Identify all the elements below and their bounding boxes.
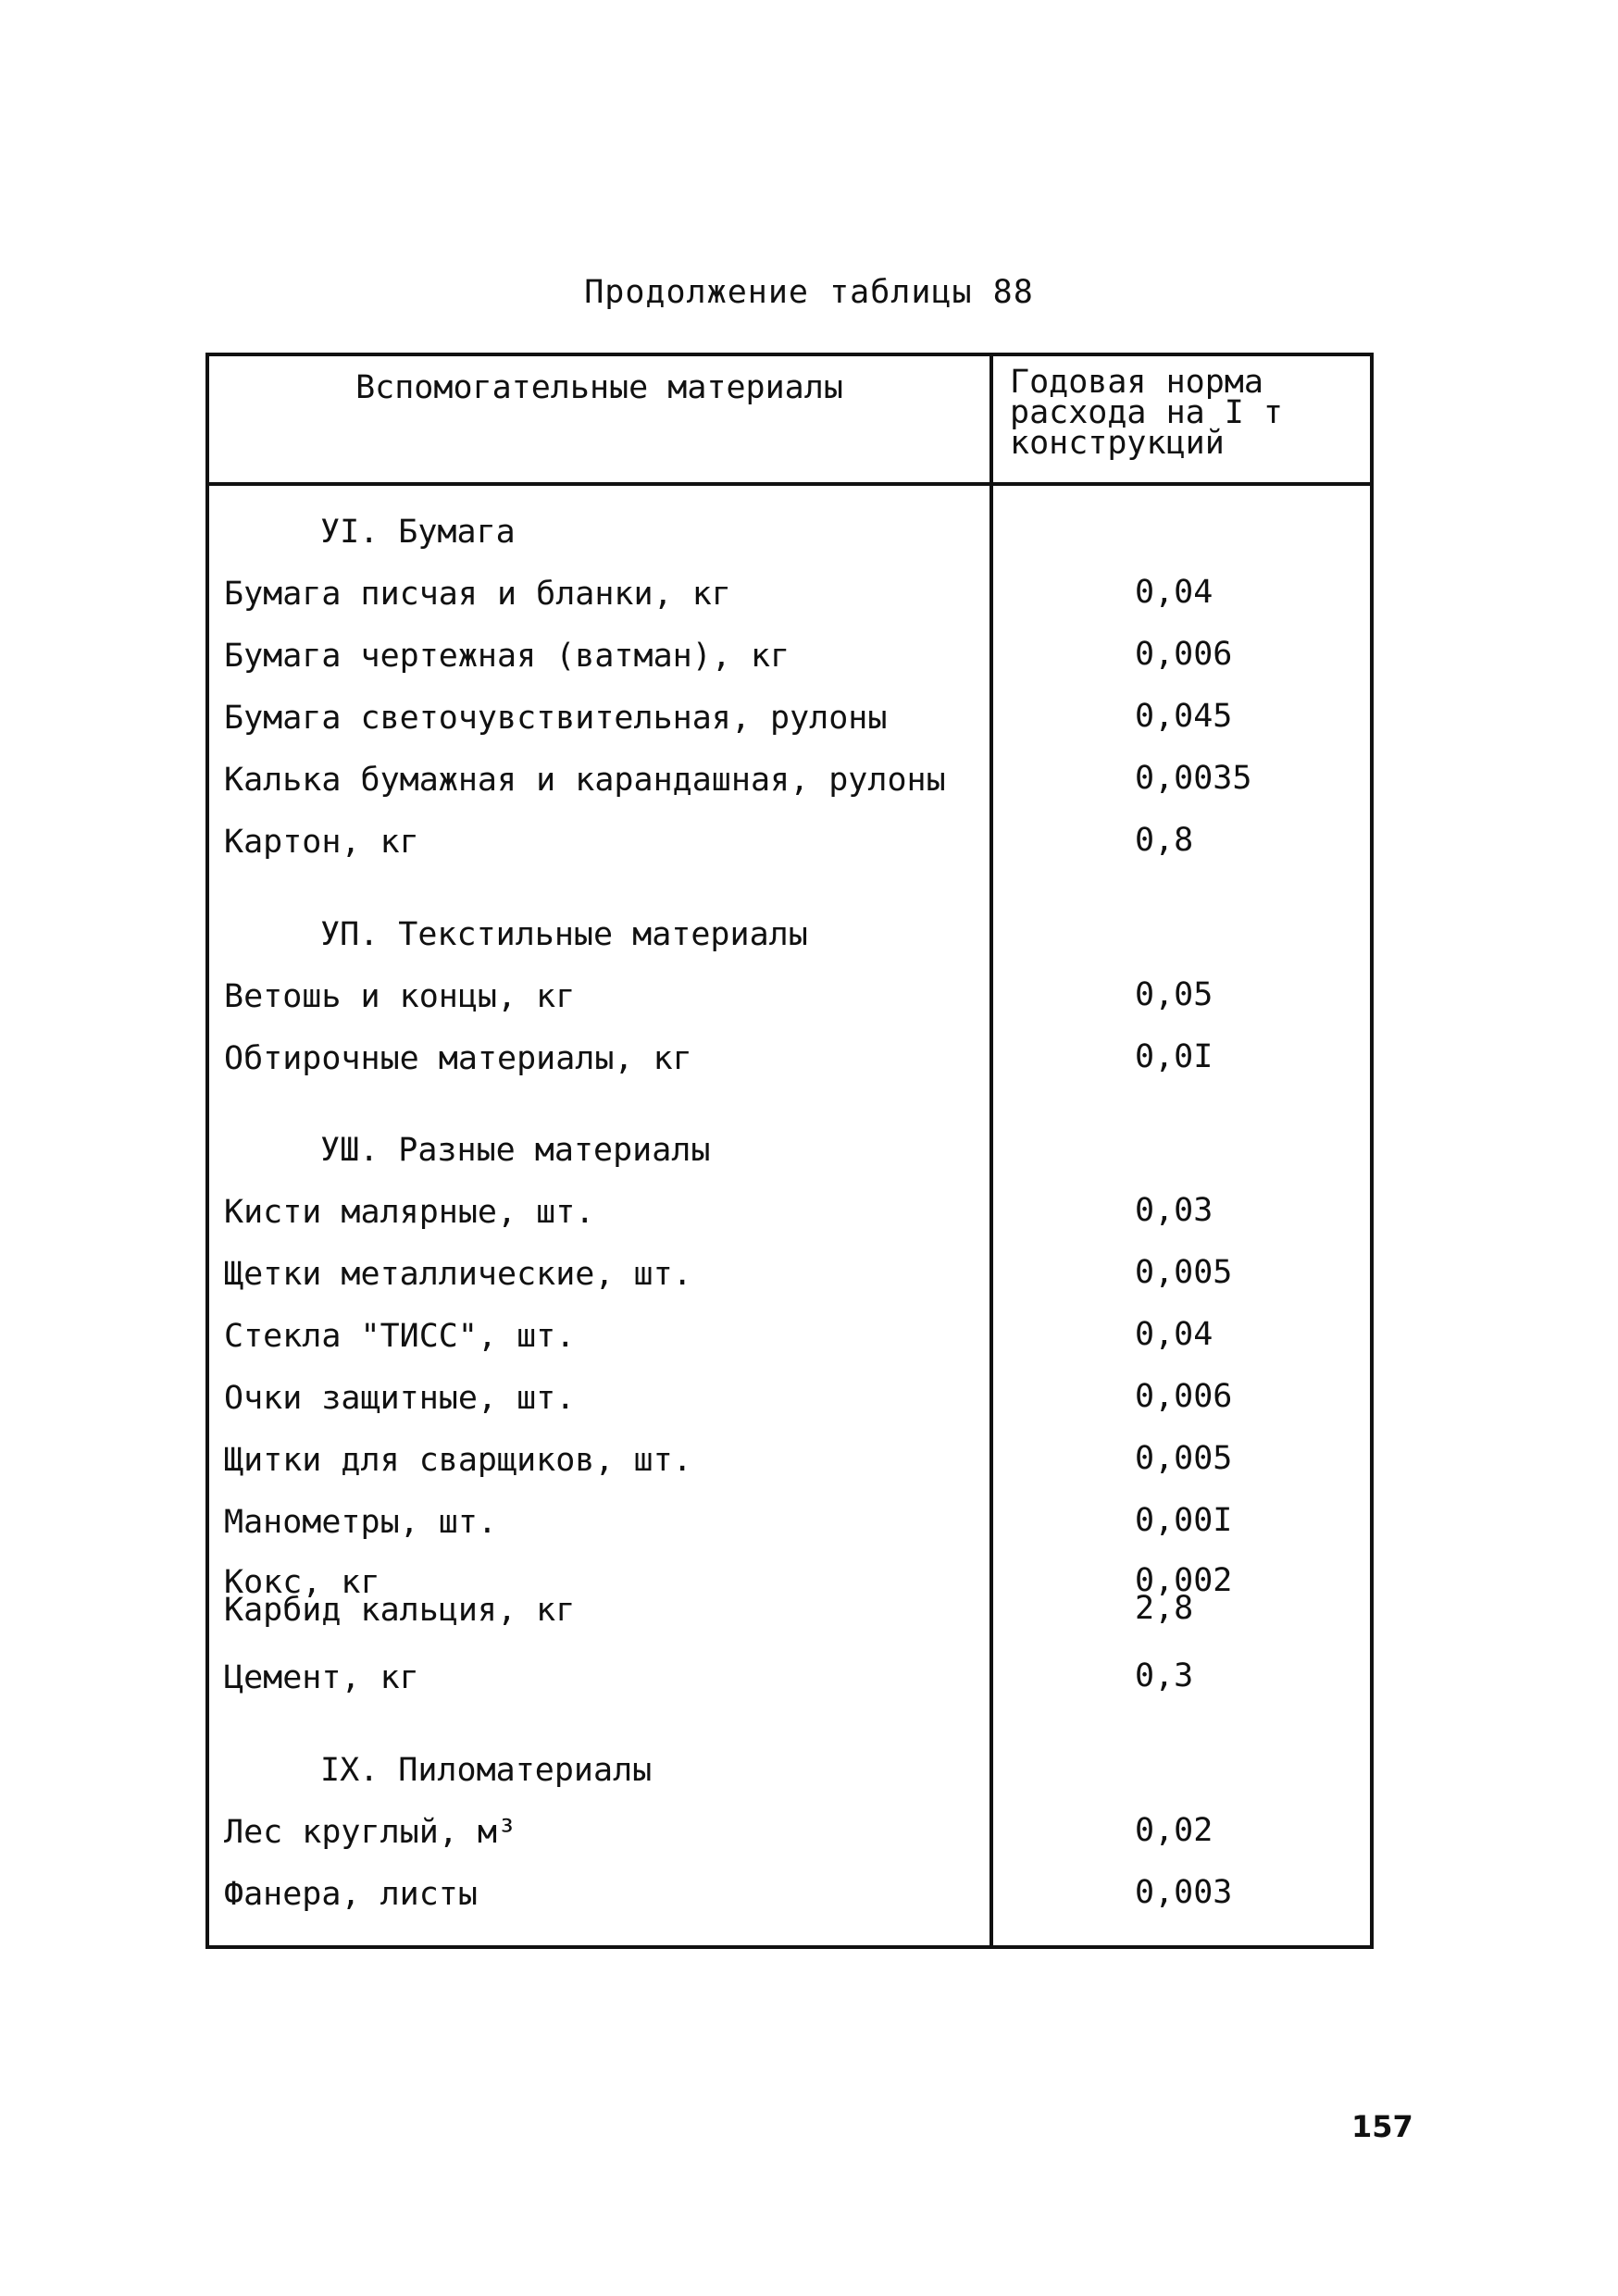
norm-value: 0,0I (1135, 1038, 1214, 1075)
table-row (209, 1504, 1370, 1556)
table-row (209, 700, 1370, 751)
table-row (209, 762, 1370, 813)
table-row (209, 1318, 1370, 1370)
section-title: УП. Текстильные материалы (320, 916, 808, 953)
table-row (209, 1590, 1370, 1648)
col-header-norm-line: конструкций (1010, 425, 1225, 462)
section-row (209, 1752, 1370, 1804)
section-title: IX. Пиломатериалы (320, 1752, 653, 1789)
header-divider (209, 482, 1370, 486)
material-name: Бумага чертежная (ватман), кг (224, 638, 790, 675)
norm-value: 0,04 (1135, 574, 1214, 611)
table-row (209, 1040, 1370, 1092)
material-name: Стекла "ТИСС", шт. (224, 1318, 576, 1355)
section-title: УШ. Разные материалы (320, 1132, 711, 1169)
page-number: 157 (1351, 2109, 1413, 2144)
table-caption: Продолжение таблицы 88 (584, 274, 1034, 311)
material-name: Обтирочные материалы, кг (224, 1040, 692, 1077)
material-name: Кокс, кг (224, 1564, 380, 1601)
col-header-norm (1010, 364, 1362, 462)
material-name: Бумага светочувствительная, рулоны (224, 700, 888, 737)
material-name: Цемент, кг (224, 1659, 419, 1696)
table-row (209, 1380, 1370, 1432)
material-name: Лес круглый, м³ (224, 1814, 517, 1851)
table-row (209, 1814, 1370, 1866)
norm-value: 0,005 (1135, 1440, 1233, 1477)
col-header-norm-line: Годовая норма (1010, 364, 1263, 401)
norm-value: 0,0035 (1135, 760, 1252, 797)
norm-value: 0,002 (1135, 1562, 1233, 1599)
table-row (209, 978, 1370, 1030)
material-name: Картон, кг (224, 824, 419, 861)
material-name: Ветошь и концы, кг (224, 978, 576, 1015)
material-name: Бумага писчая и бланки, кг (224, 576, 731, 613)
table-row (209, 1442, 1370, 1494)
section-row (209, 916, 1370, 968)
norm-value: 0,04 (1135, 1316, 1214, 1353)
col-header-materials: Вспомогательные материалы (355, 369, 843, 406)
table-row (209, 1876, 1370, 1928)
section-title: УI. Бумага (320, 514, 516, 551)
norm-value: 0,03 (1135, 1192, 1214, 1229)
table-row (209, 576, 1370, 627)
material-name: Очки защитные, шт. (224, 1380, 576, 1417)
material-name: Щитки для сварщиков, шт. (224, 1442, 692, 1479)
material-name: Щетки металлические, шт. (224, 1256, 692, 1293)
norm-value: 0,3 (1135, 1657, 1194, 1694)
norm-value: 0,00I (1135, 1502, 1233, 1539)
table-row (209, 1194, 1370, 1246)
norm-value: 0,8 (1135, 822, 1194, 859)
material-name: Кисти малярные, шт. (224, 1194, 595, 1231)
norm-value: 0,045 (1135, 698, 1233, 735)
norm-value: 0,05 (1135, 976, 1214, 1013)
material-name: Карбид кальция, кг (224, 1592, 576, 1629)
norm-value: 0,005 (1135, 1254, 1233, 1291)
table-row (209, 1659, 1370, 1711)
material-name: Манометры, шт. (224, 1504, 498, 1541)
col-header-norm-line: расхода на I т (1010, 394, 1284, 431)
material-name: Фанера, листы (224, 1876, 478, 1913)
section-row (209, 1132, 1370, 1184)
norm-value: 2,8 (1135, 1590, 1194, 1627)
norm-value: 0,003 (1135, 1874, 1233, 1911)
norm-value: 0,02 (1135, 1812, 1214, 1849)
material-name: Калька бумажная и карандашная, рулоны (224, 762, 946, 799)
norm-value: 0,006 (1135, 636, 1233, 673)
table-row (209, 1256, 1370, 1308)
materials-table (205, 353, 1374, 1949)
table-row (209, 638, 1370, 689)
norm-value: 0,006 (1135, 1378, 1233, 1415)
section-row (209, 514, 1370, 565)
table-row (209, 824, 1370, 875)
